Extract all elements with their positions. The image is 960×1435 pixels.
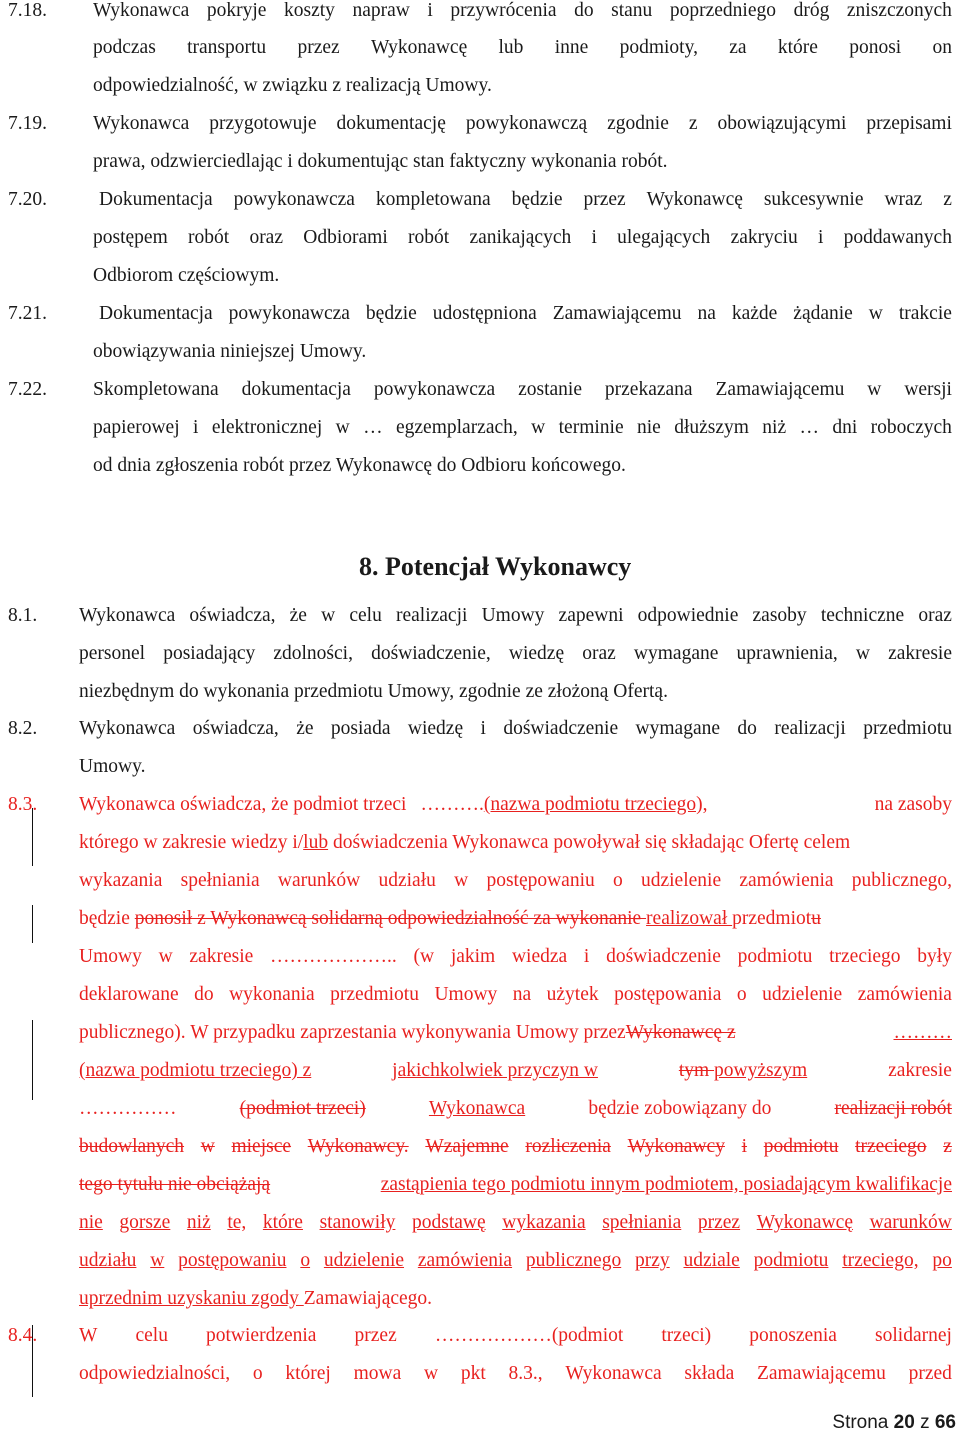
text-line: tego tytułu nie obciążają zastąpienia tego podmiotu innym podmiotem, posiadającym kwalifikacje bbox=[79, 1174, 952, 1195]
section-8-2 bbox=[0, 718, 956, 788]
text-line: niezbędnym do wykonania przedmiotu Umowy, zgodnie ze złożoną Ofertą. bbox=[79, 681, 668, 702]
text-line: deklarowane do wykonania przedmiotu Umowy na użytek postępowania o udzielenie zamówienia bbox=[79, 984, 952, 1005]
text-line: Wykonawca oświadcza, że w celu realizacji Umowy zapewni odpowiednie zasoby techniczne oraz bbox=[79, 605, 952, 626]
page-total: 66 bbox=[934, 1412, 956, 1433]
text-line: personel posiadający zdolności, doświadczenie, wiedzę oraz wymagane uprawnienia, w zakresie bbox=[79, 643, 952, 664]
text-line: udziału w postępowaniu o udzielenie zamówienia publicznego przy udziale podmiotu trzeciego, po bbox=[79, 1250, 952, 1271]
text-line: obowiązywania niniejszej Umowy. bbox=[93, 341, 367, 362]
text-line: Skompletowana dokumentacja powykonawcza zostanie przekazana Zamawiającemu w wersji bbox=[93, 379, 952, 400]
page-title: 8. Potencjał Wykonawcy bbox=[359, 552, 632, 581]
text-line: …………… (podmiot trzeci) Wykonawca będzie zobowiązany do realizacji robót bbox=[79, 1098, 952, 1119]
text-line: Umowy w zakresie ……………….. (w jakim wiedza i doświadczenie podmiotu trzeciego były bbox=[79, 946, 952, 967]
text-line: podczas transportu przez Wykonawcę lub inne podmioty, za które ponosi on bbox=[93, 37, 952, 58]
page-footer: Strona 20 z 66 bbox=[832, 1412, 956, 1433]
section-7-21 bbox=[0, 303, 956, 373]
text-line: Odbiorom częściowym. bbox=[93, 265, 280, 286]
text-line: W celu potwierdzenia przez ………………(podmiot trzeci) ponoszenia solidarnej bbox=[79, 1325, 952, 1346]
section-7-18 bbox=[0, 0, 956, 100]
text-line: Wykonawca przygotowuje dokumentację powykonawczą zgodnie z obowiązującymi przepisami bbox=[93, 113, 952, 134]
text-line: którego w zakresie wiedzy i/lub doświadczenia Wykonawca powoływał się składając Ofertę celem bbox=[79, 832, 851, 853]
text-line: od dnia zgłoszenia robót przez Wykonawcę do Odbioru końcowego. bbox=[93, 455, 626, 476]
text-line: odpowiedzialność, w związku z realizacją Umowy. bbox=[93, 75, 492, 96]
section-7-22 bbox=[0, 379, 956, 479]
section-number: 7.18. bbox=[8, 0, 47, 21]
section-8-4 bbox=[0, 1325, 956, 1395]
section-number: 8.4. bbox=[8, 1325, 38, 1346]
text-line: nie gorsze niż te, które stanowiły podstawę wykazania spełniania przez Wykonawcę warunków bbox=[79, 1212, 952, 1233]
section-8-3 bbox=[0, 794, 956, 1314]
section-number: 7.20. bbox=[8, 189, 47, 210]
text-line: wykazania spełniania warunków udziału w postępowaniu o udzielenie zamówienia publicznego, bbox=[79, 870, 952, 891]
text-line: postępem robót oraz Odbiorami robót zanikających i ulegających zakryciu i poddawanych bbox=[93, 227, 952, 248]
text-line: prawa, odzwierciedlając i dokumentując stan faktyczny wykonania robót. bbox=[93, 151, 668, 172]
text-line: będzie ponosił z Wykonawcą solidarną odpowiedzialność za wykonanie realizował przedmiotu bbox=[79, 908, 821, 929]
section-number: 8.3. bbox=[8, 794, 38, 815]
text-line: Wykonawca pokryje koszty napraw i przywrócenia do stanu poprzedniego dróg zniszczonych bbox=[93, 0, 952, 21]
text-line: Wykonawca oświadcza, że podmiot trzeci ………. (nazwa podmiotu trzeciego), na zasoby bbox=[79, 794, 952, 815]
section-number: 7.22. bbox=[8, 379, 47, 400]
page-number: 20 bbox=[893, 1412, 915, 1433]
section-8-1 bbox=[0, 605, 956, 705]
section-7-19 bbox=[0, 113, 956, 183]
section-7-20 bbox=[0, 189, 956, 289]
text-line: Dokumentacja powykonawcza kompletowana będzie przez Wykonawcę sukcesywnie wraz z bbox=[99, 189, 952, 210]
text-line: (nazwa podmiotu trzeciego) z jakichkolwiek przyczyn w tym powyższym zakresie bbox=[79, 1060, 952, 1081]
text-line: odpowiedzialności, o której mowa w pkt 8.3., Wykonawca składa Zamawiającemu przed bbox=[79, 1363, 952, 1384]
text-line: papierowej i elektronicznej w … egzemplarzach, w terminie nie dłuższym niż … dni roboczych bbox=[93, 417, 952, 438]
text-line: Dokumentacja powykonawcza będzie udostępniona Zamawiającemu na każde żądanie w trakcie bbox=[99, 303, 952, 324]
section-number: 7.19. bbox=[8, 113, 47, 134]
section-number: 8.2. bbox=[8, 718, 38, 739]
text-line: Wykonawca oświadcza, że posiada wiedzę i doświadczenie wymagane do realizacji przedmiotu bbox=[79, 718, 952, 739]
text-line: Umowy. bbox=[79, 756, 146, 777]
text-line: publicznego). W przypadku zaprzestania wykonywania Umowy przez Wykonawcę z ……… bbox=[79, 1022, 952, 1043]
section-number: 8.1. bbox=[8, 605, 38, 626]
text-line: budowlanych w miejsce Wykonawcy. Wzajemne rozliczenia Wykonawcy i podmiotu trzeciego z bbox=[79, 1136, 952, 1157]
text-line: uprzednim uzyskaniu zgody Zamawiającego. bbox=[79, 1288, 433, 1309]
section-number: 7.21. bbox=[8, 303, 47, 324]
